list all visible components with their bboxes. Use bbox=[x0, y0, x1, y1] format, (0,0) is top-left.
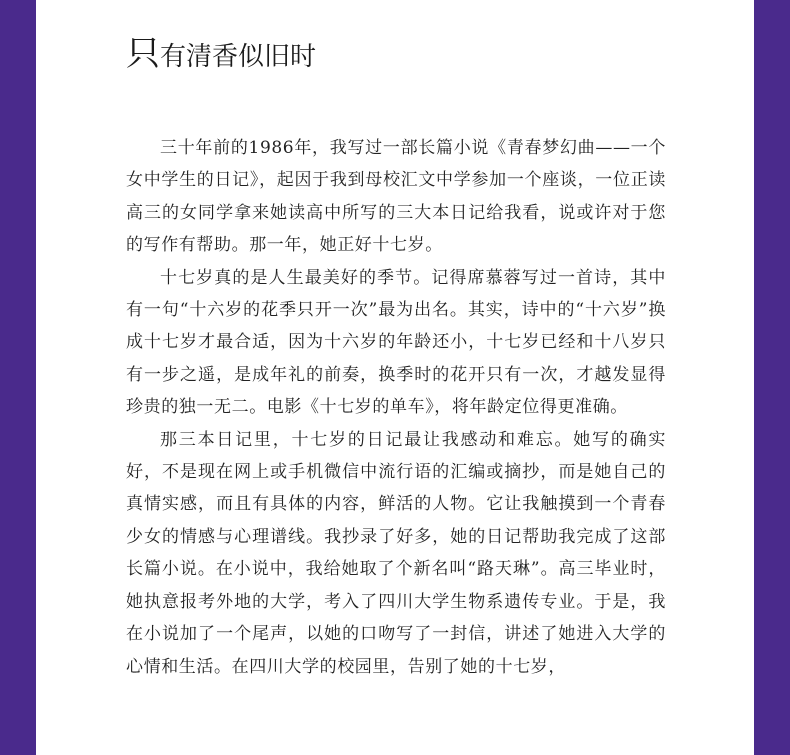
paragraph-2: 十七岁真的是人生最美好的季节。记得席慕蓉写过一首诗，其中有一句“十六岁的花季只开一次”最为出名。其实，诗中的“十六岁”换成十七岁才最合适，因为十六岁的年龄还小，十七岁已经和十八岁只有一步之遥，是成年礼的前奏，换季时的花开只有一次，才越发显得珍贵的独一无二。电影《十七岁的单车》，将年龄定位得更准确。 bbox=[126, 267, 666, 418]
article-page bbox=[36, 0, 754, 755]
article-title bbox=[126, 34, 316, 77]
title-first-char: 只 bbox=[126, 34, 160, 74]
right-purple-border bbox=[754, 0, 790, 755]
title-rest: 有清香似旧时 bbox=[160, 42, 317, 72]
left-purple-border bbox=[0, 0, 36, 755]
paragraph-3: 那三本日记里，十七岁的日记最让我感动和难忘。她写的确实好，不是现在网上或手机微信中流行语的汇编或摘抄，而是她自己的真情实感，而且有具体的内容，鲜活的人物。它让我触摸到一个青春少女的情感与心理谱线。我抄录了好多，她的日记帮助我完成了这部长篇小说。在小说中，我给她取了个新名叫“路天琳”。高三毕业时，她执意报考外地的大学，考入了四川大学生物系遗传专业。于是，我在小说加了一个尾声，以她的口吻写了一封信，讲述了她进入大学的心情和生活。在四川大学的校园里，告别了她的十七岁， bbox=[126, 429, 666, 677]
article-body bbox=[126, 132, 666, 683]
paragraph-1: 三十年前的1986年，我写过一部长篇小说《青春梦幻曲——一个女中学生的日记》，起因于我到母校汇文中学参加一个座谈，一位正读高三的女同学拿来她读高中所写的三大本日记给我看，说或许对于您的写作有帮助。那一年，她正好十七岁。 bbox=[126, 138, 666, 256]
